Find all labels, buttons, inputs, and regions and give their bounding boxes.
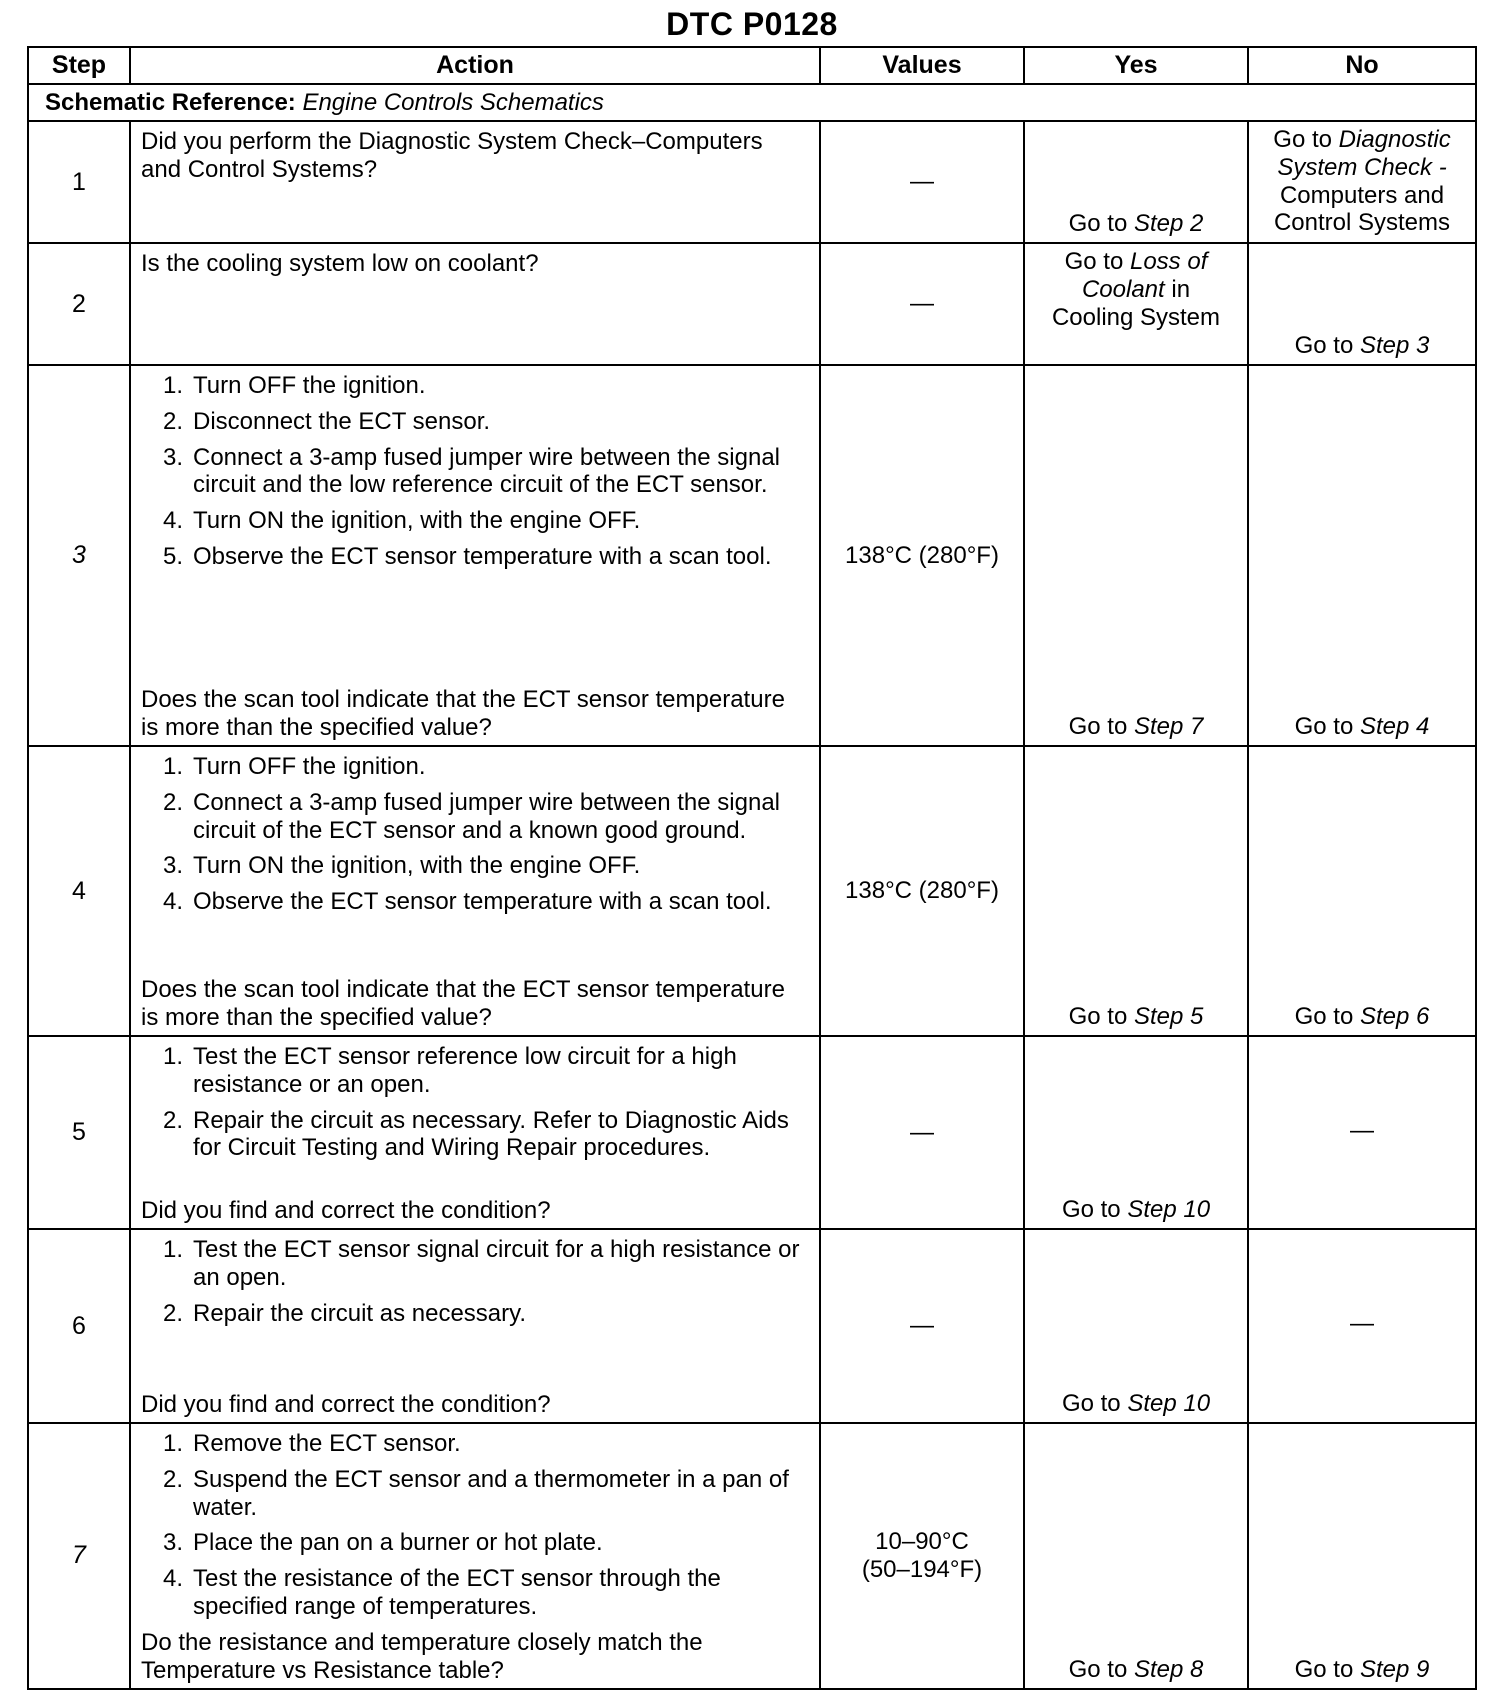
no-link[interactable]: Step 9 xyxy=(1359,1655,1430,1683)
step-number: 2 xyxy=(28,243,130,365)
action-question: Do the resistance and temperature closely match the Temperature vs Resistance table? xyxy=(141,1628,703,1684)
yes-cell xyxy=(1024,1423,1248,1689)
goto-text: Go to xyxy=(1068,210,1128,238)
step-number: 7 xyxy=(28,1423,130,1689)
list-item: 4. Test the resistance of the ECT sensor through the specified range of temperatures. xyxy=(162,1565,721,1621)
list-item: 1. Test the ECT sensor reference low circuit for a high resistance or an open. xyxy=(162,1043,737,1098)
list-item: 2. Disconnect the ECT sensor. xyxy=(162,407,491,435)
no-cell xyxy=(1248,121,1476,243)
no-link[interactable]: Step 6 xyxy=(1359,1003,1430,1031)
goto-text: Go to xyxy=(1294,1003,1354,1031)
yes-link-rest: Cooling System xyxy=(1051,303,1221,331)
action-cell xyxy=(130,121,820,243)
table-row xyxy=(28,365,1476,746)
yes-link[interactable]: Step 8 xyxy=(1133,1655,1204,1683)
table-header-row xyxy=(28,47,1476,84)
table-row xyxy=(28,121,1476,243)
list-item: 4. Turn ON the ignition, with the engine OFF. xyxy=(162,507,641,535)
list-item: 3. Place the pan on a burner or hot plate. xyxy=(162,1529,603,1557)
header-values: Values xyxy=(820,47,1024,84)
no-link[interactable]: Step 3 xyxy=(1359,332,1430,360)
schematic-reference xyxy=(28,84,1476,121)
action-cell xyxy=(130,243,820,365)
no-cell: — xyxy=(1248,1036,1476,1229)
values-cell xyxy=(820,1423,1024,1689)
yes-cell xyxy=(1024,746,1248,1036)
list-item: 1. Turn OFF the ignition. xyxy=(162,753,426,780)
action-cell xyxy=(130,746,820,1036)
header-yes: Yes xyxy=(1024,47,1248,84)
no-cell xyxy=(1248,365,1476,746)
yes-link[interactable]: Loss of xyxy=(1129,248,1208,275)
header-action: Action xyxy=(130,47,820,84)
action-question: Did you find and correct the condition? xyxy=(141,1197,551,1225)
list-item: 1. Turn OFF the ignition. xyxy=(162,372,426,399)
goto-text: Go to xyxy=(1294,1655,1354,1683)
header-step: Step xyxy=(28,47,130,84)
goto-text: Go to xyxy=(1068,1655,1128,1683)
action-cell xyxy=(130,365,820,746)
no-cell xyxy=(1248,746,1476,1036)
goto-text: Go to xyxy=(1061,1196,1121,1224)
diagnostic-table xyxy=(27,46,1477,1690)
no-link[interactable]: Step 4 xyxy=(1359,713,1430,741)
values-line: 10–90°C xyxy=(875,1527,969,1555)
goto-text: Go to xyxy=(1064,248,1124,275)
list-item: 1. Remove the ECT sensor. xyxy=(162,1430,461,1457)
list-item: 2. Suspend the ECT sensor and a thermometer in a pan of water. xyxy=(162,1465,789,1521)
no-cell xyxy=(1248,243,1476,365)
values-cell: 138°C (280°F) xyxy=(820,746,1024,1036)
action-question: Does the scan tool indicate that the ECT sensor temperature is more than the specified value? xyxy=(141,686,785,742)
action-steps xyxy=(141,753,807,924)
action-steps xyxy=(141,372,807,579)
values-line: (50–194°F) xyxy=(861,1555,983,1583)
action-steps xyxy=(141,1430,807,1629)
schematic-reference-row xyxy=(28,84,1476,121)
action-cell xyxy=(130,1229,820,1423)
values-cell: 138°C (280°F) xyxy=(820,365,1024,746)
yes-cell xyxy=(1024,243,1248,365)
action-question: Does the scan tool indicate that the ECT sensor temperature is more than the specified value? xyxy=(141,976,785,1032)
list-item: 5. Observe the ECT sensor temperature with a scan tool. xyxy=(162,543,772,571)
table-row xyxy=(28,1423,1476,1689)
yes-link-cont[interactable]: Coolant xyxy=(1081,275,1165,303)
values-cell: — xyxy=(820,1036,1024,1229)
goto-text: Go to xyxy=(1061,1390,1121,1418)
action-question: Did you find and correct the condition? xyxy=(141,1391,551,1419)
values-cell: — xyxy=(820,243,1024,365)
no-link[interactable]: Diagnostic System Check - xyxy=(1277,126,1451,181)
yes-cell xyxy=(1024,121,1248,243)
list-item: 2. Connect a 3-amp fused jumper wire between the signal circuit of the ECT sensor and a known good ground. xyxy=(162,788,780,844)
no-link-rest: Computers and Control Systems xyxy=(1273,181,1451,237)
yes-link-rest: in xyxy=(1171,275,1191,303)
table-row xyxy=(28,1036,1476,1229)
table-row xyxy=(28,1229,1476,1423)
yes-link[interactable]: Step 10 xyxy=(1127,1196,1211,1224)
goto-text: Go to xyxy=(1294,713,1354,741)
table-row xyxy=(28,243,1476,365)
no-cell xyxy=(1248,1423,1476,1689)
yes-link[interactable]: Step 10 xyxy=(1127,1390,1211,1418)
step-number: 6 xyxy=(28,1229,130,1423)
step-number: 1 xyxy=(28,121,130,243)
action-steps xyxy=(141,1043,807,1170)
goto-text: Go to xyxy=(1294,332,1354,360)
schematic-label: Schematic Reference: xyxy=(45,88,296,116)
goto-text: Go to xyxy=(1068,1003,1128,1031)
header-no: No xyxy=(1248,47,1476,84)
list-item: 2. Repair the circuit as necessary. xyxy=(162,1299,527,1327)
list-item: 3. Connect a 3-amp fused jumper wire between the signal circuit and the low reference circuit of the ECT sensor. xyxy=(162,443,780,499)
list-item: 2. Repair the circuit as necessary. Refer to Diagnostic Aids for Circuit Testing and Wiring Repair procedures. xyxy=(162,1106,789,1162)
yes-link[interactable]: Step 7 xyxy=(1133,713,1204,741)
goto-text: Go to xyxy=(1273,126,1332,153)
list-item: 3. Turn ON the ignition, with the engine OFF. xyxy=(162,852,641,880)
step-number: 3 xyxy=(28,365,130,746)
action-text: Is the cooling system low on coolant? xyxy=(141,250,539,277)
yes-link[interactable]: Step 2 xyxy=(1133,210,1204,238)
step-number: 4 xyxy=(28,746,130,1036)
page-title: DTC P0128 xyxy=(666,6,838,42)
values-cell: — xyxy=(820,1229,1024,1423)
goto-text: Go to xyxy=(1068,713,1128,741)
values-cell: — xyxy=(820,121,1024,243)
yes-cell xyxy=(1024,365,1248,746)
action-text: Did you perform the Diagnostic System Check–Computers and Control Systems? xyxy=(141,128,763,183)
list-item: 4. Observe the ECT sensor temperature with a scan tool. xyxy=(162,888,772,916)
step-number: 5 xyxy=(28,1036,130,1229)
action-steps xyxy=(141,1236,807,1335)
table-row xyxy=(28,746,1476,1036)
yes-cell xyxy=(1024,1229,1248,1423)
no-cell: — xyxy=(1248,1229,1476,1423)
yes-link[interactable]: Step 5 xyxy=(1133,1003,1204,1031)
action-cell xyxy=(130,1423,820,1689)
yes-cell xyxy=(1024,1036,1248,1229)
schematic-link[interactable]: Engine Controls Schematics xyxy=(302,88,604,116)
list-item: 1. Test the ECT sensor signal circuit for a high resistance or an open. xyxy=(162,1236,800,1291)
action-cell xyxy=(130,1036,820,1229)
